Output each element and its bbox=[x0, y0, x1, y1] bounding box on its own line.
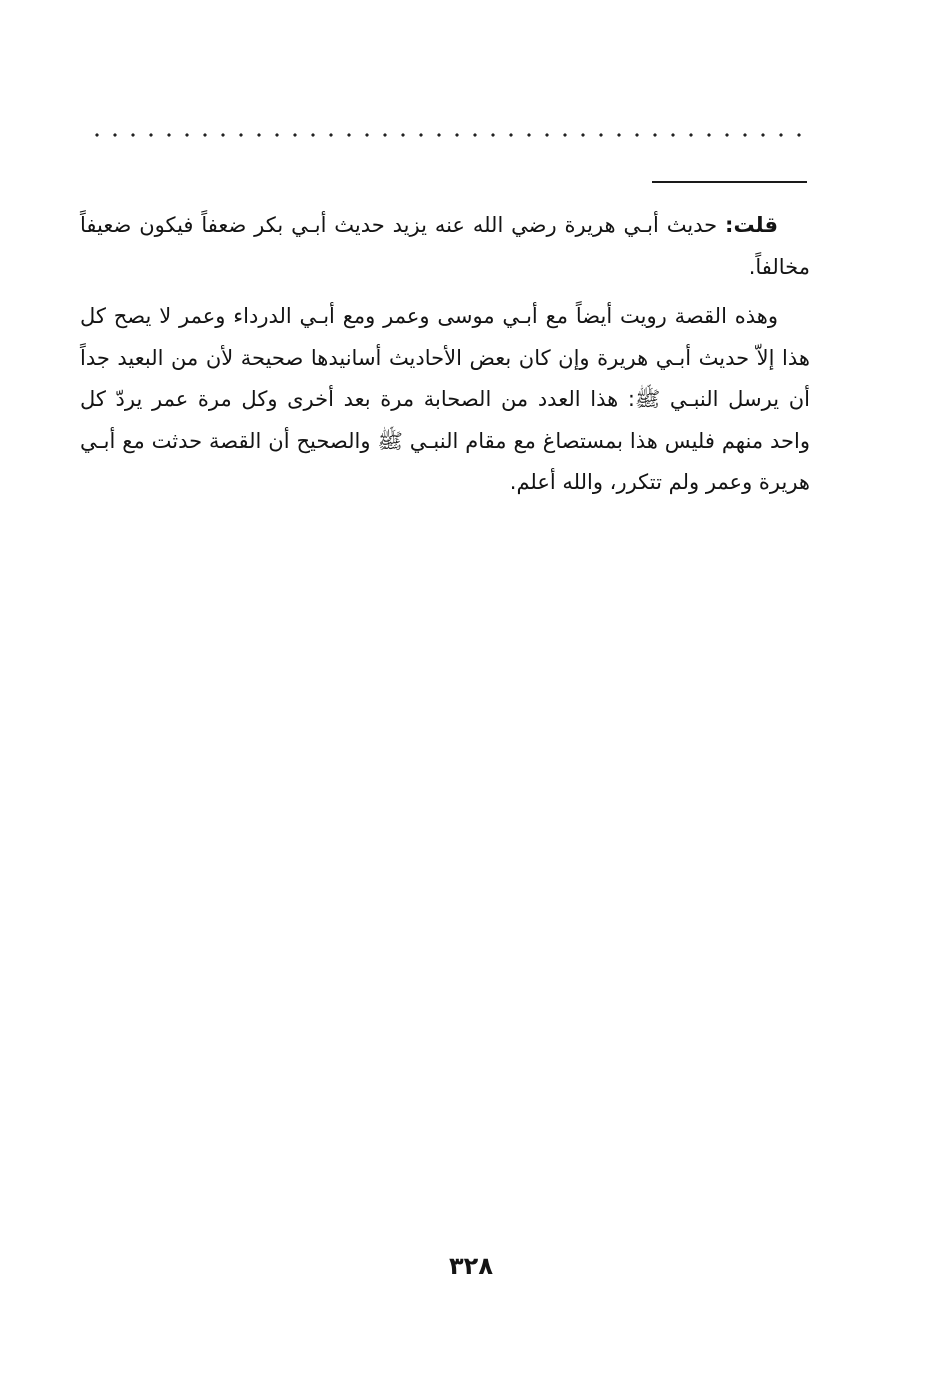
footnote-lead-word: قلت: bbox=[725, 213, 778, 237]
footnote-paragraph-2 bbox=[80, 296, 810, 504]
footnote-text bbox=[80, 205, 810, 504]
footnote-paragraph-2-text: وهذه القصة رويت أيضاً مع أبـي موسى وعمر ومع أبـي الدرداء وعمر لا يصح كل هذا إلاّ حديث أبـي هريرة وإن كان بعض الأحاديث أسانيدها صحيحة لأن من البعيد جداً أن يرسل النبـي ﷺ: هذا العدد من الصحابة مرة بعد أخرى وكل مرة عمر يردّ كل واحد منهم فليس هذا بمستصاغ مع مقام النبـي ﷺ والصحيح أن القصة حدثت مع أبـي هريرة وعمر ولم تتكرر، والله أعلم. bbox=[80, 304, 810, 494]
footnote-rule bbox=[652, 181, 807, 183]
footnote-paragraph-1-text: حديث أبـي هريرة رضي الله عنه يزيد حديث أبـي بكر ضعفاً فيكون ضعيفاً مخالفاً. bbox=[80, 213, 810, 279]
footnote-paragraph-1 bbox=[80, 205, 810, 288]
page-number: ٣٢٨ bbox=[449, 1252, 493, 1280]
dotted-separator bbox=[84, 130, 810, 140]
